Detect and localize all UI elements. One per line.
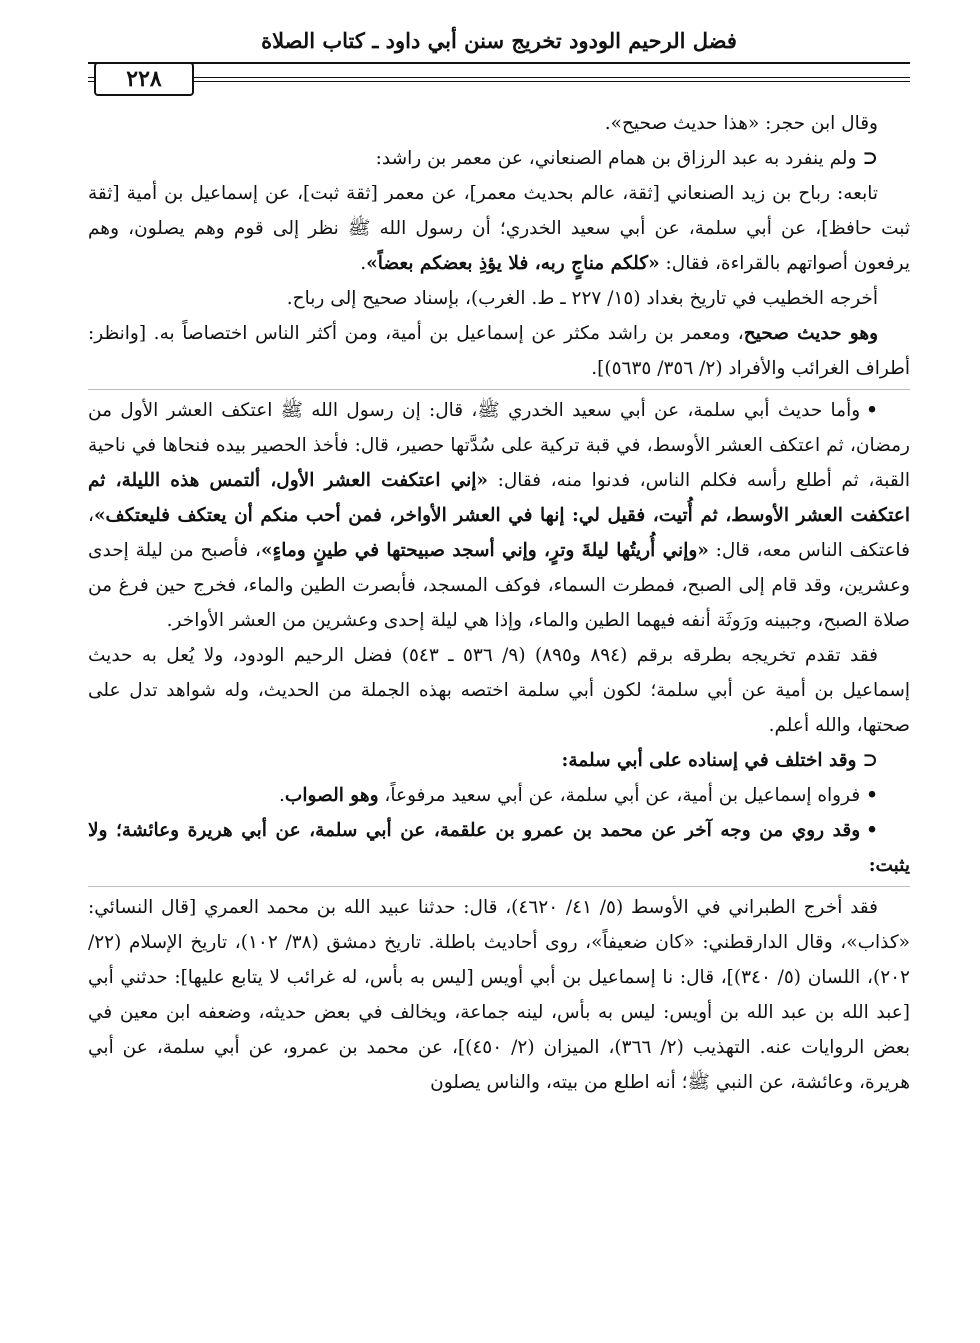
verdict-text: وهو الصواب xyxy=(284,785,379,806)
page-header xyxy=(88,18,910,100)
paragraph-text-end: . xyxy=(360,253,367,274)
bullet-icon: • xyxy=(866,820,878,841)
paragraph-followed-by-rabah xyxy=(88,176,910,281)
header-rule-thin xyxy=(88,77,910,78)
running-title: فضل الرحيم الودود تخريج سنن أبي داود ـ كتاب الصلاة xyxy=(261,28,737,53)
paragraph-text: وأما حديث أبي سلمة، عن أبي سعيد الخدري ﷺ، قال: إن رسول الله ﷺ اعتكف العشر الأول من رمضان، ثم اعتكف العشر الأوسط، في قبة تركية على سُدَّتها حصير، قال: فأخذ الحصير بيده فنحاها في ناحية القبة، ثم أطلع رأسه فكلم الناس، فدنوا منه، فقال: xyxy=(88,400,910,491)
paragraph-text: فقد أخرج الطبراني في الأوسط (٥/ ٤١/ ٤٦٢٠)، قال: حدثنا عبيد الله بن محمد العمري [قال النسائي: «كذاب»، وقال الدارقطني: «كان ضعيفاً»، روى أحاديث باطلة. تاريخ دمشق (٣٨/ ١٠٢)، تاريخ الإسلام (٢٢/ ٢٠٢)، اللسان (٥/ ٣٤٠)]، قال: نا إسماعيل بن أبي أويس [ليس به بأس، له غرائب لا يتابع عليها]: حدثني أبي [عبد الله بن عبد الله بن أويس: ليس به بأس، لينه جماعة، ويخالف في بعض حديثه، وضعفه ابن معين في بعض الروايات عنه. التهذيب (٢/ ٣٦٦)، الميزان (٢/ ٤٥٠)]، عن محمد بن عمرو، عن أبي سلمة، عن أبي هريرة، وعائشة، عن النبي ﷺ؛ أنه اطلع من بيته، والناس يصلون xyxy=(88,897,910,1093)
page-body xyxy=(88,106,910,1100)
paragraph-takhrij xyxy=(88,638,910,743)
paragraph-ibn-hajar xyxy=(88,106,910,141)
paragraph-text: فقد تقدم تخريجه بطرقه برقم (٨٩٤ و٨٩٥) (٩/ ٥٣٦ ـ ٥٤٣) فضل الرحيم الودود، ولا يُعل به حديث إسماعيل بن أمية عن أبي سلمة؛ لكون أبي سلمة اختصه بهذه الجملة من الحديث، وله شواهد تدل على صحتها، والله أعلم. xyxy=(88,645,910,736)
paragraph-text: ، ومعمر بن راشد مكثر عن إسماعيل بن أمية، ومن أكثر الناس اختصاصاً به. [وانظر: أطراف الغرائب والأفراد (٢/ ٣٥٦/ ٥٦٣٥)]. xyxy=(88,323,910,379)
hadith-quote: «كلكم مناجٍ ربه، فلا يؤذِ بعضكم بعضاً» xyxy=(366,253,660,274)
paragraph-text: وقد اختلف في إسناده على أبي سلمة: xyxy=(561,750,857,771)
paragraph-text: تابعه: رباح بن زيد الصنعاني [ثقة، عالم بحديث معمر]، عن معمر [ثقة ثبت]، عن إسماعيل بن أمية [ثقة ثبت حافظ]، عن أبي سلمة، عن أبي سعيد الخدري؛ أن رسول الله ﷺ نظر إلى قوم وهم يصلون، وهم يرفعون أصواتهم بالقراءة، فقال: xyxy=(88,183,910,274)
paragraph-disagreement xyxy=(88,743,910,778)
paragraph-text: ، فاعتكف الناس معه، قال: xyxy=(88,505,910,561)
paragraph-khatib xyxy=(88,281,910,316)
paragraph-sahih xyxy=(88,316,910,386)
paragraph-text: وقال ابن حجر: «هذا حديث صحيح». xyxy=(604,113,878,134)
section-marker-icon: ⊂ xyxy=(862,750,878,771)
page-number: ٢٢٨ xyxy=(94,62,194,96)
paragraph-text: ولم ينفرد به عبد الرزاق بن همام الصنعاني، عن معمر بن راشد: xyxy=(375,148,857,169)
paragraph-text-end: . xyxy=(279,785,285,806)
hadith-quote-2: «وإني أُريتُها ليلةَ وترٍ، وإني أسجد صبيحتها في طينٍ وماءٍ» xyxy=(260,540,709,561)
paragraph-text-end: ، فأصبح من ليلة إحدى وعشرين، وقد قام إلى الصبح، فمطرت السماء، فوكف المسجد، فأبصرت الطين والماء، فخرج حين فرغ من صلاة الصبح، وجبينه ورَوثَة أنفه فيهما الطين والماء، وإذا هي ليلة إحدى وعشرين من العشر الأواخر. xyxy=(88,540,910,631)
header-rule-thin-2 xyxy=(88,81,910,82)
hadith-quote: «إني اعتكفت العشر الأول، ألتمس هذه الليلة، ثم اعتكفت العشر الأوسط، ثم أُتيت، فقيل لي: إنها في العشر الأواخر، فمن أحب منكم أن يعتكف فليعتكف» xyxy=(88,470,910,526)
header-rule-thick xyxy=(88,62,910,64)
paragraph-text: وقد روي من وجه آخر عن محمد بن عمرو بن علقمة، عن أبي سلمة، عن أبي هريرة وعائشة؛ ولا يثبت: xyxy=(88,820,910,876)
paragraph-tabarani xyxy=(88,890,910,1100)
bullet-icon: • xyxy=(866,400,878,421)
verdict-text: وهو حديث صحيح xyxy=(743,323,879,344)
divider xyxy=(88,886,910,887)
paragraph-correct-chain xyxy=(88,778,910,813)
paragraph-other-chain xyxy=(88,813,910,883)
paragraph-no-exclusive xyxy=(88,141,910,176)
section-marker-icon: ⊂ xyxy=(862,148,878,169)
bullet-icon: • xyxy=(866,785,878,806)
book-page xyxy=(88,18,910,1328)
paragraph-abi-salamah-hadith xyxy=(88,393,910,638)
paragraph-text: فرواه إسماعيل بن أمية، عن أبي سلمة، عن أبي سعيد مرفوعاً، xyxy=(378,785,861,806)
divider xyxy=(88,389,910,390)
paragraph-text: أخرجه الخطيب في تاريخ بغداد (١٥/ ٢٢٧ ـ ط. الغرب)، بإسناد صحيح إلى رباح. xyxy=(286,288,878,309)
